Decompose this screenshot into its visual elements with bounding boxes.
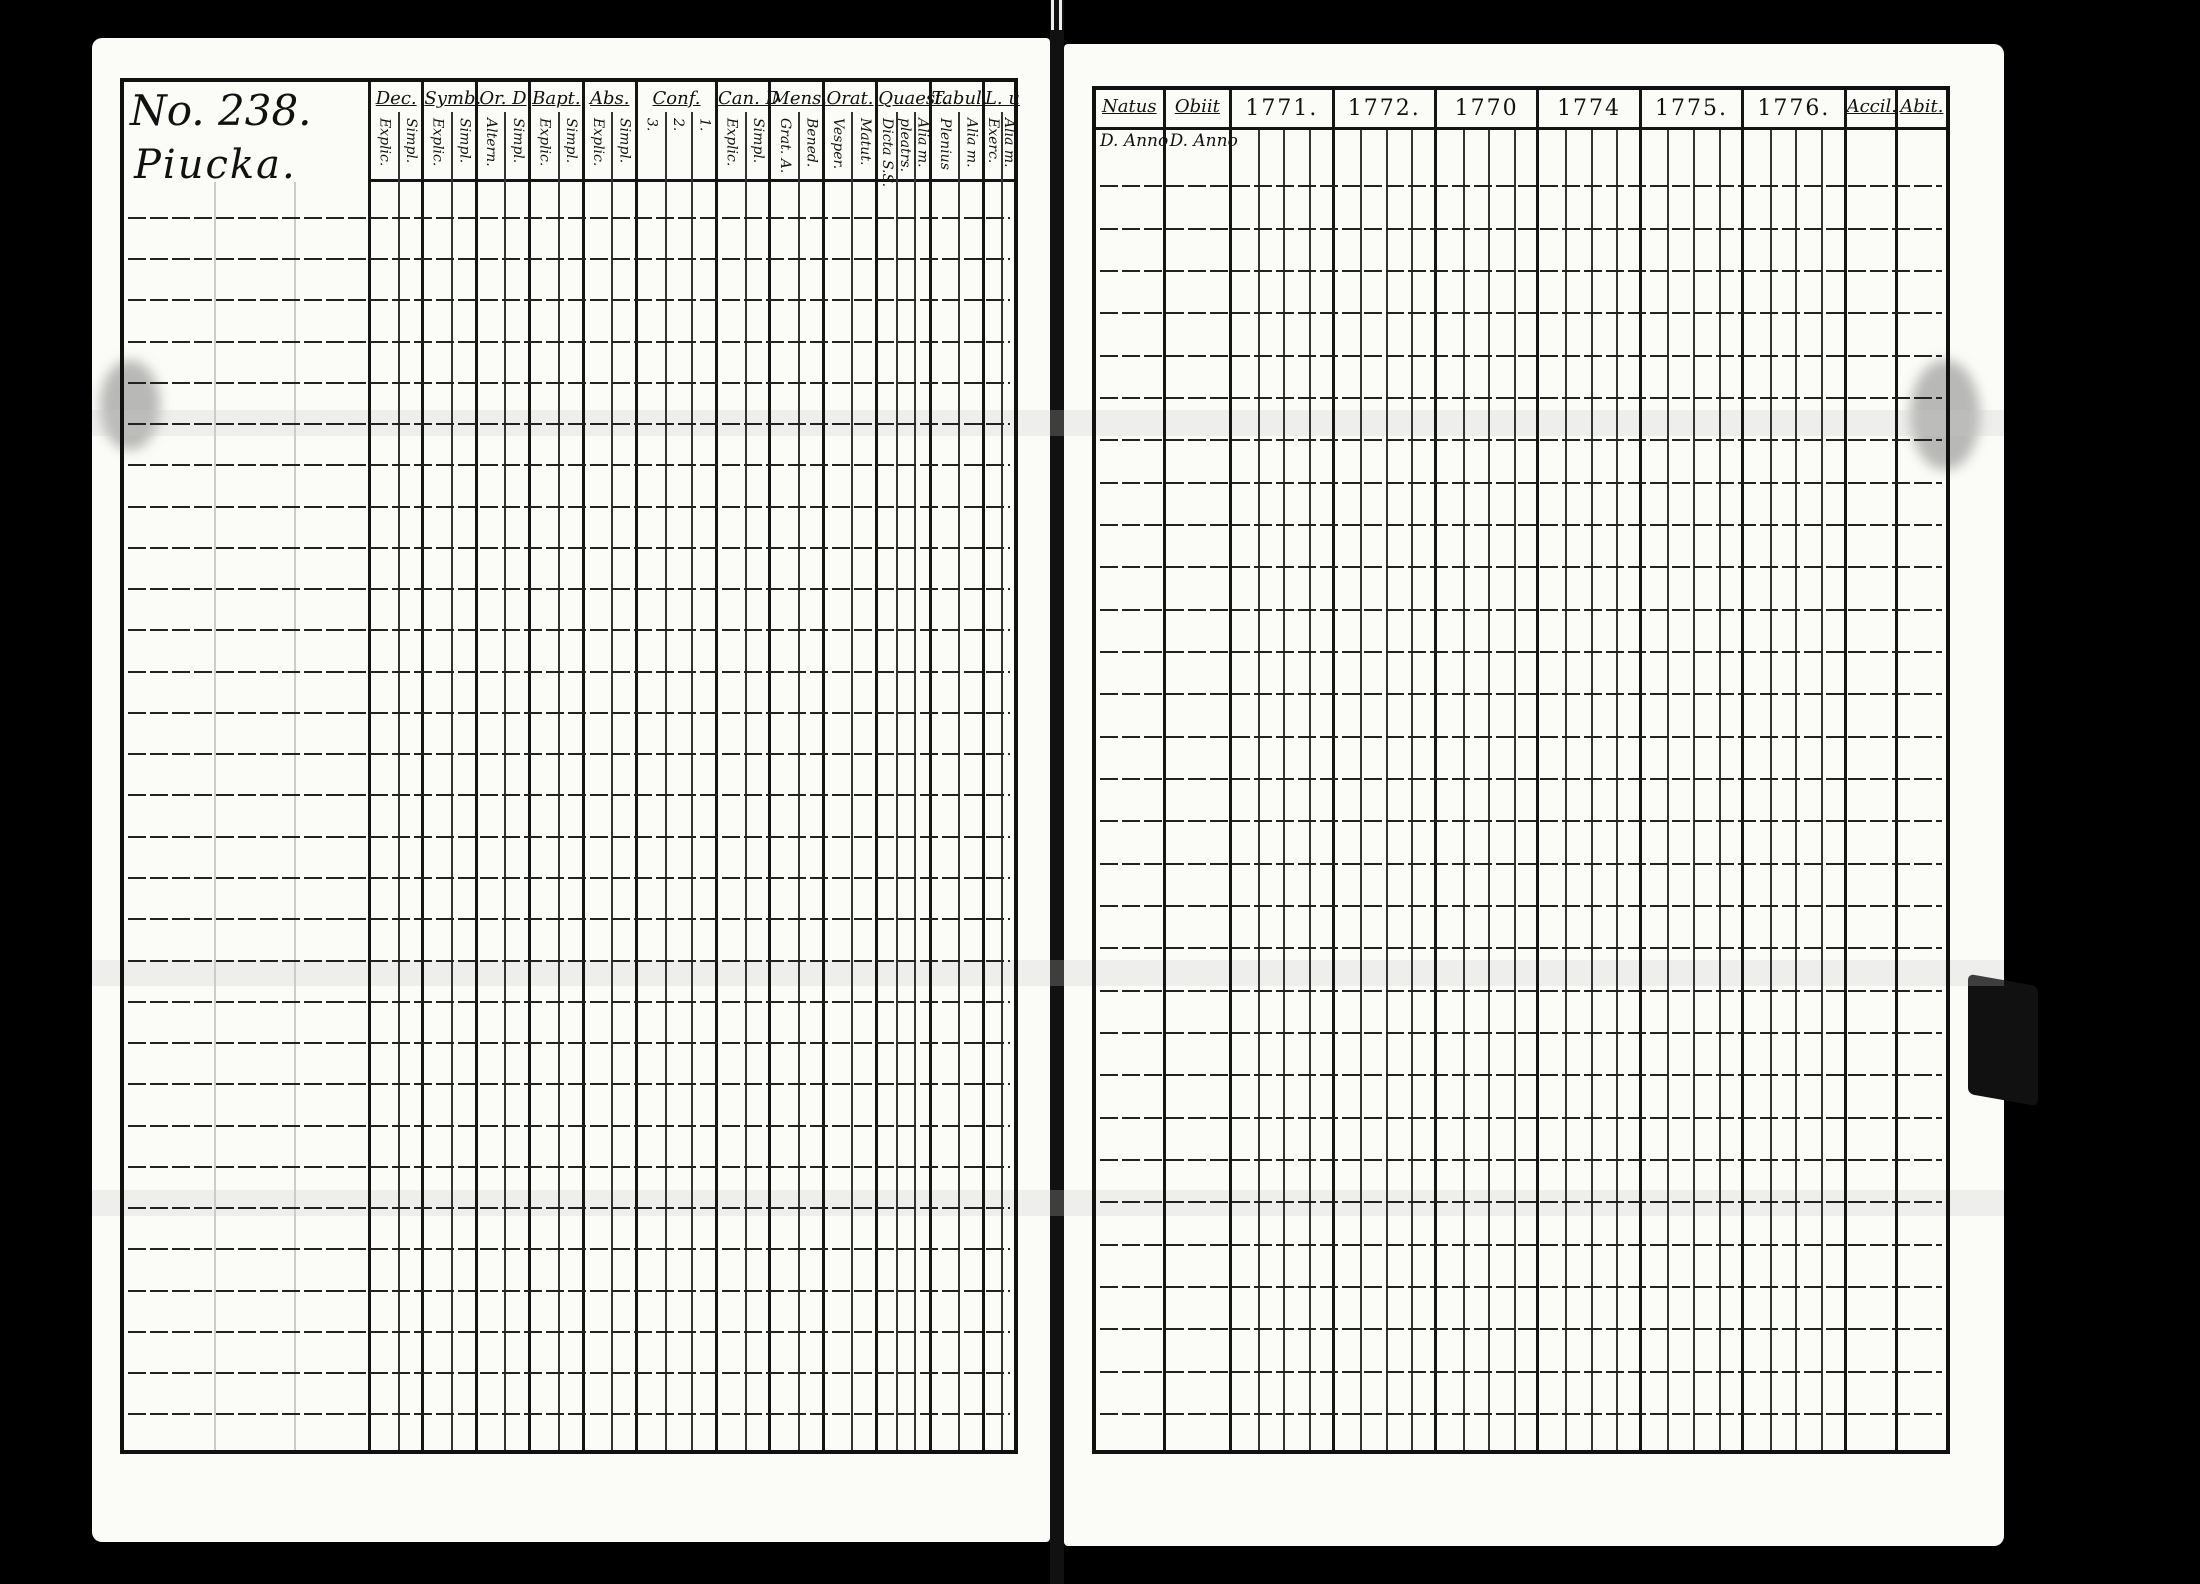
column-bapt: [528, 82, 581, 1450]
column-header: Obiit: [1174, 96, 1220, 117]
register-row-line: [128, 1413, 1010, 1415]
column-tabul: [929, 82, 988, 1450]
register-row-line: [128, 1125, 1010, 1127]
right-register-grid: [1092, 86, 1950, 1454]
register-row-line: [128, 794, 1010, 796]
sub-column-label: 3.: [643, 118, 660, 132]
left-register-grid: [120, 78, 1018, 1454]
register-row-line: [128, 1372, 1010, 1374]
column-header: L. u: [984, 88, 1020, 109]
column-y3: [1434, 90, 1536, 1450]
sub-column-label: Explic.: [429, 118, 446, 167]
sub-column-label: Explic.: [536, 118, 553, 167]
register-row-line: [1100, 312, 1942, 314]
register-row-line: [1100, 1328, 1942, 1330]
register-row-line: [1100, 1117, 1942, 1119]
sub-column-label: Explic.: [376, 118, 393, 167]
sub-column-label: Matut.: [856, 118, 873, 166]
sub-column-label: 1.: [696, 118, 713, 132]
book-spine: [1050, 0, 1064, 1584]
register-row-line: [1100, 863, 1942, 865]
sub-column-label: Simpl.: [616, 118, 633, 164]
sub-column-label: Explic.: [723, 118, 740, 167]
register-row-line: [128, 382, 1010, 384]
sub-column-label: D. Anno: [1169, 131, 1238, 151]
column-header: 1775.: [1654, 96, 1728, 121]
quarter-divider: [1667, 130, 1669, 1450]
column-header: Abs.: [589, 88, 630, 109]
column-lect: [982, 82, 1020, 1450]
quarter-divider: [1770, 130, 1772, 1450]
sub-column-label: Vesper.: [830, 118, 847, 170]
register-row-line: [128, 1083, 1010, 1085]
column-header: Or. D: [479, 88, 527, 109]
register-row-line: [1100, 1286, 1942, 1288]
register-row-line: [128, 1166, 1010, 1168]
column-header: Conf.: [652, 88, 701, 109]
register-row-line: [1100, 1244, 1942, 1246]
sub-column-label: pleatrs.: [896, 118, 913, 173]
sub-column-label: Explic.: [589, 118, 606, 167]
sub-column-label: D. Anno: [1100, 131, 1169, 151]
register-row-line: [128, 836, 1010, 838]
column-ord: [475, 82, 528, 1450]
column-y6: [1741, 90, 1843, 1450]
quarter-divider: [1795, 130, 1797, 1450]
column-header: Can. D: [718, 88, 780, 109]
quarter-divider: [1360, 130, 1362, 1450]
register-row-line: [1100, 185, 1942, 187]
quarter-divider: [1386, 130, 1388, 1450]
sub-column-label: Plenius: [936, 118, 953, 170]
sub-column-label: Simpl.: [509, 118, 526, 164]
column-header: 1774: [1557, 96, 1622, 121]
register-row-line: [1100, 482, 1942, 484]
register-row-line: [1100, 355, 1942, 357]
column-header: Bapt.: [532, 88, 581, 109]
column-cand: [715, 82, 780, 1450]
column-header: Orat.: [826, 88, 874, 109]
register-row-line: [1100, 1032, 1942, 1034]
column-header: 1771.: [1245, 96, 1319, 121]
register-row-line: [128, 1042, 1010, 1044]
sub-column-label: 2.: [669, 118, 686, 132]
register-row-line: [128, 1290, 1010, 1292]
sub-column-label: Dicta S.S.: [879, 118, 896, 188]
column-symb: [421, 82, 482, 1450]
register-row-line: [1100, 947, 1942, 949]
register-row-line: [1100, 990, 1942, 992]
sub-column-label: Alia m.: [963, 118, 980, 168]
register-row-line: [1100, 397, 1942, 399]
quarter-divider: [1258, 130, 1260, 1450]
name-area-divider: [294, 182, 296, 1450]
column-header: Accil.: [1846, 96, 1897, 117]
column-header: Dec.: [375, 88, 417, 109]
register-row-line: [1100, 736, 1942, 738]
quarter-divider: [1591, 130, 1593, 1450]
register-row-line: [128, 671, 1010, 673]
register-row-line: [128, 753, 1010, 755]
column-y1: [1229, 90, 1331, 1450]
name-area-divider: [214, 182, 216, 1450]
quarter-divider: [1463, 130, 1465, 1450]
column-natus: [1096, 90, 1169, 1450]
register-row-line: [1100, 439, 1942, 441]
column-acc: [1844, 90, 1895, 1450]
quarter-divider: [1309, 130, 1311, 1450]
register-row-line: [128, 1248, 1010, 1250]
register-row-line: [128, 423, 1010, 425]
register-row-line: [1100, 820, 1942, 822]
parish-number: No. 238.: [130, 86, 312, 135]
quarter-divider: [1693, 130, 1695, 1450]
column-header: Abit.: [1900, 96, 1944, 117]
sub-column-label: Grat. A.: [776, 118, 793, 174]
sub-column-label: Altern.: [483, 118, 500, 167]
register-row-line: [1100, 778, 1942, 780]
column-header: Natus: [1102, 96, 1157, 117]
register-row-line: [128, 258, 1010, 260]
column-abit: [1895, 90, 1946, 1450]
register-row-line: [128, 629, 1010, 631]
quarter-divider: [1719, 130, 1721, 1450]
register-row-line: [128, 960, 1010, 962]
register-row-line: [1100, 1413, 1942, 1415]
column-conf: [635, 82, 715, 1450]
column-header: 1772.: [1347, 96, 1421, 121]
quarter-divider: [1411, 130, 1413, 1450]
column-header: 1770: [1454, 96, 1519, 121]
register-row-line: [1100, 609, 1942, 611]
register-row-line: [1100, 905, 1942, 907]
column-obiit: [1163, 90, 1238, 1450]
column-header: Quaest.: [878, 88, 949, 109]
register-row-line: [128, 877, 1010, 879]
register-row-line: [1100, 1371, 1942, 1373]
register-row-line: [1100, 1201, 1942, 1203]
column-header: Mens.: [771, 88, 828, 109]
register-row-line: [128, 341, 1010, 343]
column-mens: [768, 82, 828, 1450]
register-row-line: [128, 547, 1010, 549]
sub-column-label: Bened.: [803, 118, 820, 168]
left-page-tab: [92, 358, 110, 928]
sub-column-label: Simpl.: [750, 118, 767, 164]
quarter-divider: [1514, 130, 1516, 1450]
column-orat: [822, 82, 875, 1450]
register-row-line: [128, 506, 1010, 508]
register-row-line: [1100, 228, 1942, 230]
quarter-divider: [1283, 130, 1285, 1450]
register-row-line: [128, 1001, 1010, 1003]
column-y4: [1536, 90, 1638, 1450]
column-header: Tabul.: [931, 88, 988, 109]
quarter-divider: [1821, 130, 1823, 1450]
register-row-line: [1100, 693, 1942, 695]
column-header: 1776.: [1757, 96, 1831, 121]
parish-name: Piucka.: [134, 142, 297, 188]
quarter-divider: [1565, 130, 1567, 1450]
register-row-line: [128, 588, 1010, 590]
column-dec: [368, 82, 421, 1450]
register-row-line: [128, 918, 1010, 920]
right-clip: [1968, 974, 2038, 1106]
sub-column-label: Simpl.: [563, 118, 580, 164]
register-row-line: [1100, 270, 1942, 272]
quarter-divider: [1488, 130, 1490, 1450]
sub-column-label: Alia m.: [1000, 118, 1017, 168]
column-header: Symb.: [424, 88, 482, 109]
register-row-line: [1100, 566, 1942, 568]
register-row-line: [1100, 524, 1942, 526]
quarter-divider: [1616, 130, 1618, 1450]
column-y5: [1639, 90, 1741, 1450]
register-row-line: [1100, 1074, 1942, 1076]
register-row-line: [128, 712, 1010, 714]
sub-column-label: Exerc.: [984, 118, 1001, 164]
sub-column-label: Alia m.: [914, 118, 931, 168]
register-row-line: [128, 464, 1010, 466]
register-row-line: [128, 299, 1010, 301]
column-y2: [1332, 90, 1434, 1450]
register-row-line: [1100, 651, 1942, 653]
register-row-line: [1100, 1159, 1942, 1161]
sub-column-label: Simpl.: [403, 118, 420, 164]
sub-column-label: Simpl.: [456, 118, 473, 164]
register-row-line: [128, 1207, 1010, 1209]
register-row-line: [128, 217, 1010, 219]
column-abs: [582, 82, 635, 1450]
register-row-line: [128, 1331, 1010, 1333]
